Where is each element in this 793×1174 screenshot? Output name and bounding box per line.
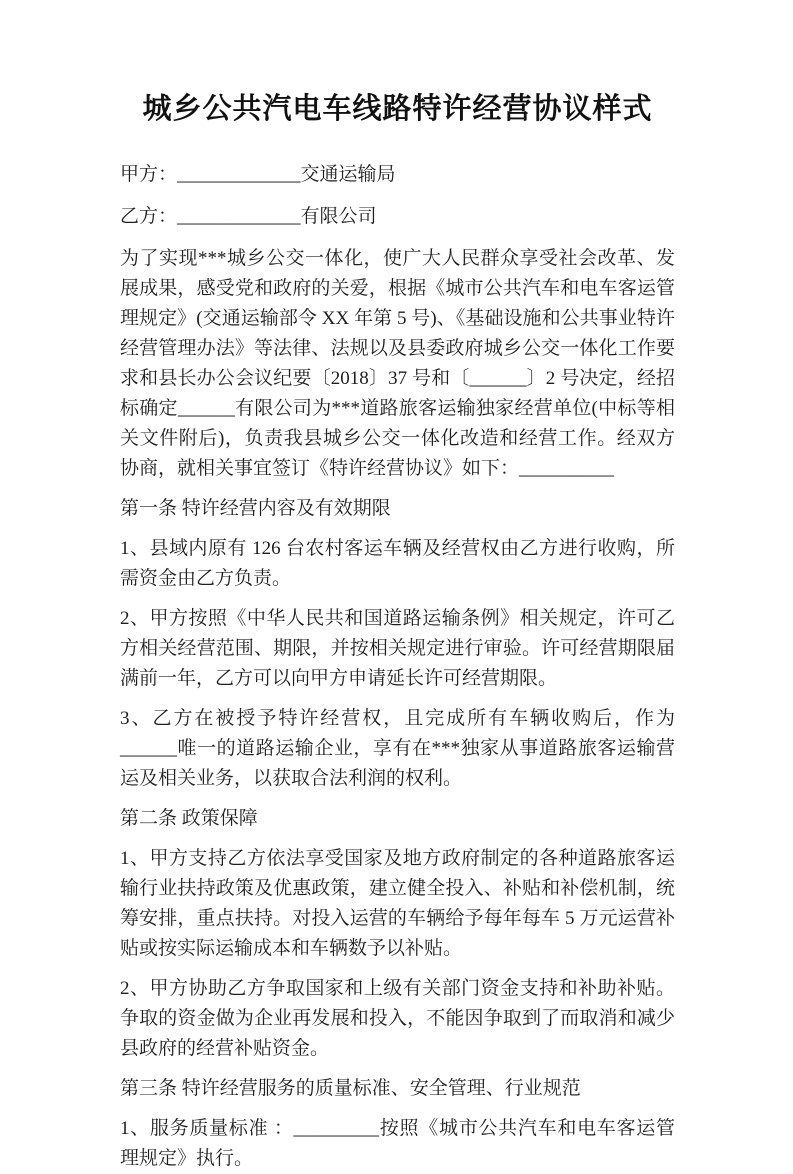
document-title: 城乡公共汽电车线路特许经营协议样式 — [142, 93, 653, 125]
section-2-heading: 第二条 政策保障 — [120, 808, 258, 829]
section-3-heading: 第三条 特许经营服务的质量标准、安全管理、行业规范 — [120, 1078, 581, 1099]
party-a-line: 甲方：_____________交通运输局 — [120, 164, 396, 185]
section-3-item-1: 1、服务质量标准 ：_________按照《城市公共汽车和电车客运管理规定》执行。 — [120, 1118, 675, 1169]
section-2-item-2: 2、甲方协助乙方争取国家和上级有关部门资金支持和补助补贴。争取的资金做为企业再发展和投入，不能因争取到了而取消和减少县政府的经营补贴资金。 — [120, 978, 675, 1059]
section-1-item-3: 3、乙方在被授予特许经营权，且完成所有车辆收购后，作为______唯一的道路运输企业，享有在***独家从事道路旅客运输营运及相关业务，以获取合法利润的权利。 — [120, 708, 675, 789]
preamble-paragraph: 为了实现***城乡公交一体化，使广大人民群众享受社会改革、发展成果，感受党和政府的关爱，根据《城市公共汽车和电车客运管理规定》(交通运输部令 XX 年第 5 号)、《基础设施和公共事业特许经营管理办法》等法律、法规以及县委政府城乡公交一体化工作要求和县长办公会议纪要〔2018〕37 号和〔______〕2 号决定，经招标确定______有限公司为***道路旅客运输独家经营单位(中标等相关文件附后)，负责我县城乡公交一体化改造和经营工作。经双方协商，就相关事宜签订《特许经营协议》如下：__________ — [120, 248, 675, 479]
section-1-item-1: 1、县域内原有 126 台农村客运车辆及经营权由乙方进行收购，所需资金由乙方负责。 — [120, 538, 675, 589]
section-1-heading: 第一条 特许经营内容及有效期限 — [120, 498, 391, 519]
party-b-line: 乙方：_____________有限公司 — [120, 206, 377, 227]
section-2-item-1: 1、甲方支持乙方依法享受国家及地方政府制定的各种道路旅客运输行业扶持政策及优惠政策，建立健全投入、补贴和补偿机制，统筹安排，重点扶持。对投入运营的车辆给予每年每车 5 万元运营补贴或按实际运输成本和车辆数予以补贴。 — [120, 848, 675, 959]
section-1-item-2: 2、甲方按照《中华人民共和国道路运输条例》相关规定，许可乙方相关经营范围、期限，并按相关规定进行审验。许可经营期限届满前一年，乙方可以向甲方申请延长许可经营期限。 — [120, 608, 675, 689]
